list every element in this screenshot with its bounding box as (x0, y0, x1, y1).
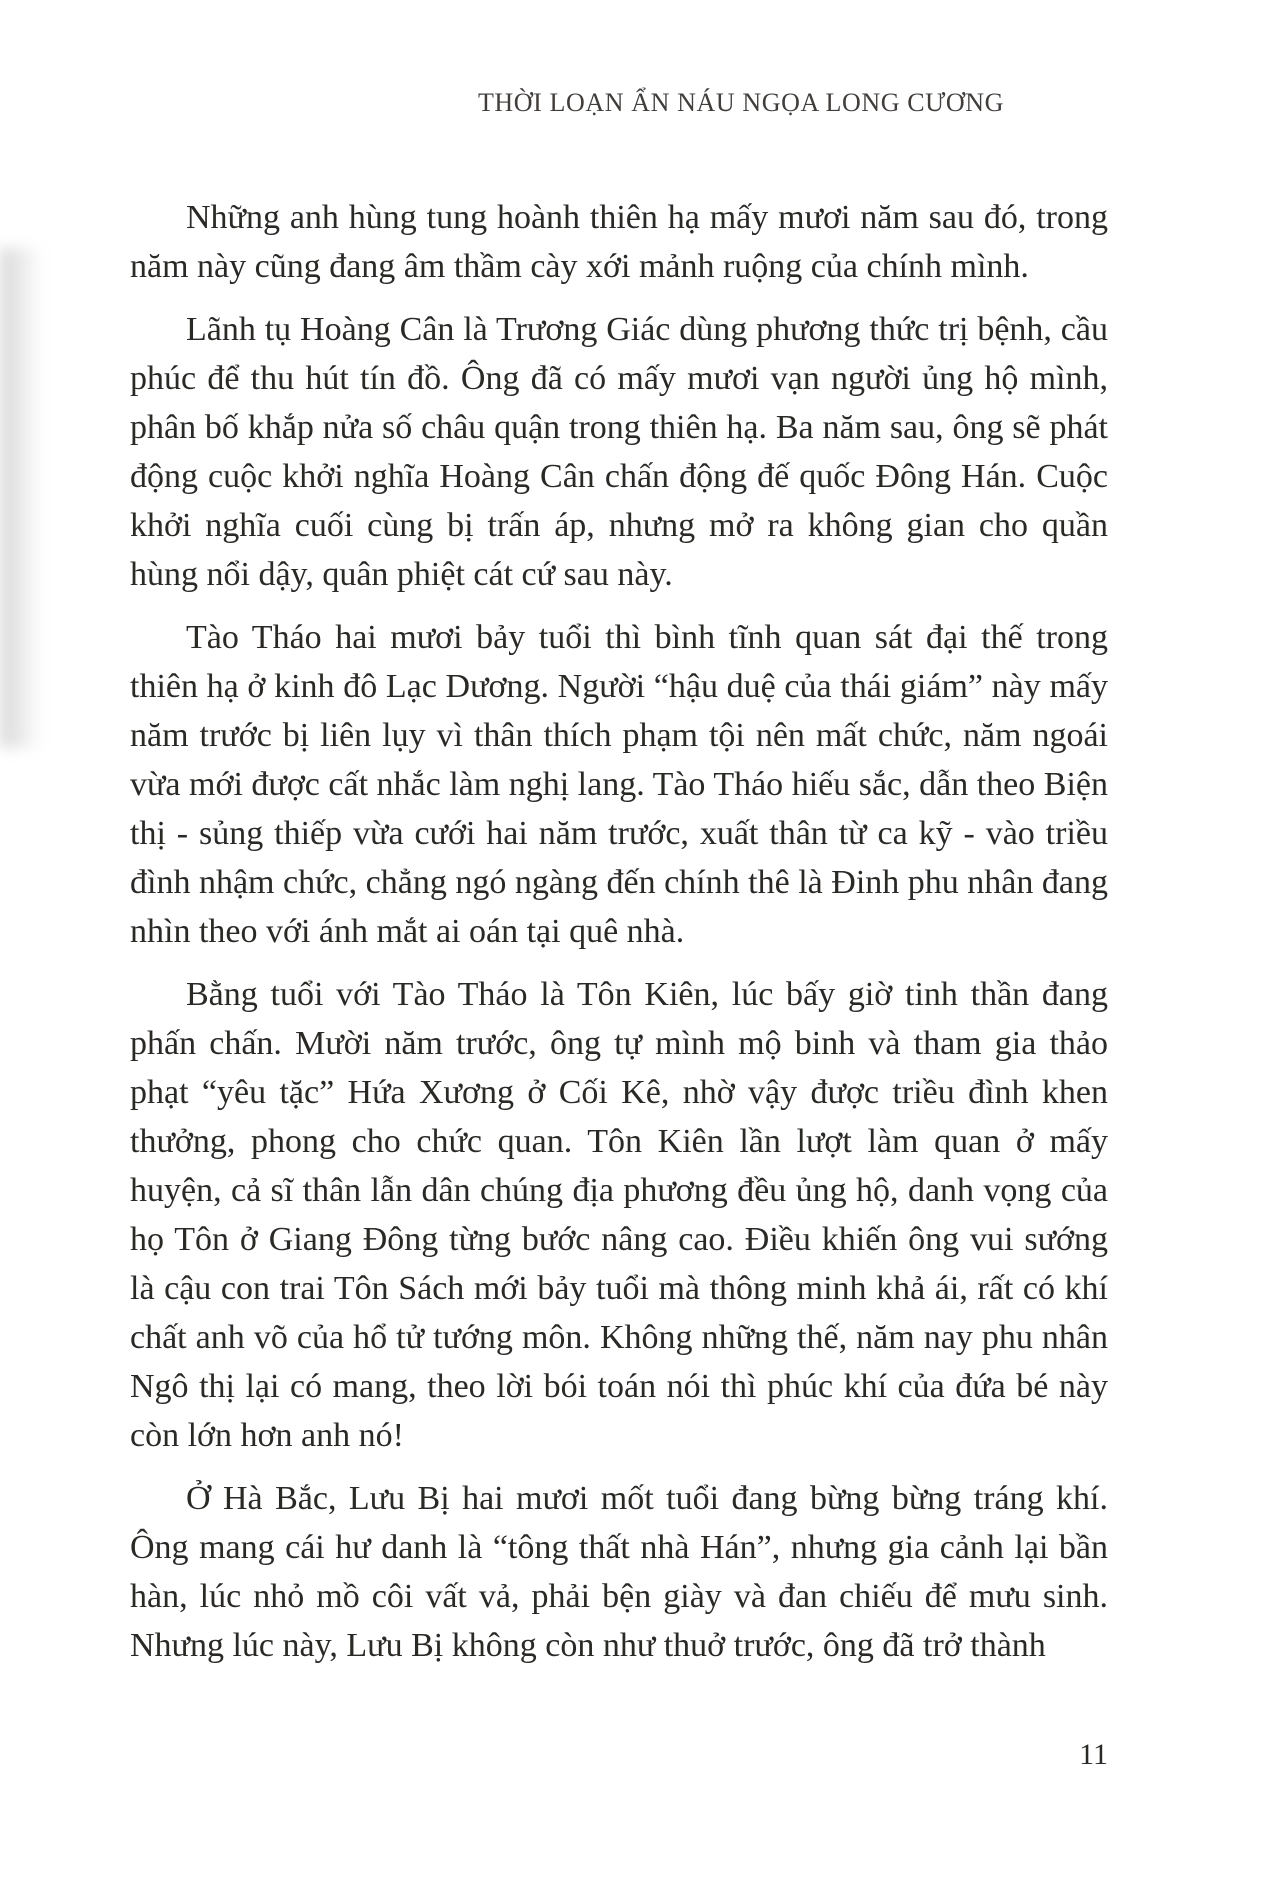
paragraph: Ở Hà Bắc, Lưu Bị hai mươi mốt tuổi đang bừng bừng tráng khí. Ông mang cái hư danh là “tông thất nhà Hán”, nhưng gia cảnh lại bần hàn, lúc nhỏ mồ côi vất vả, phải bện giày và đan chiếu để mưu sinh. Nhưng lúc này, Lưu Bị không còn như thuở trước, ông đã trở thành (130, 1480, 1108, 1664)
page-body-text (130, 193, 1108, 1684)
paragraph: Lãnh tụ Hoàng Cân là Trương Giác dùng phương thức trị bệnh, cầu phúc để thu hút tín đồ. Ông đã có mấy mươi vạn người ủng hộ mình, phân bố khắp nửa số châu quận trong thiên hạ. Ba năm sau, ông sẽ phát động cuộc khởi nghĩa Hoàng Cân chấn động đế quốc Đông Hán. Cuộc khởi nghĩa cuối cùng bị trấn áp, nhưng mở ra không gian cho quần hùng nổi dậy, quân phiệt cát cứ sau này. (130, 311, 1108, 593)
running-header: THỜI LOẠN ẨN NÁU NGỌA LONG CƯƠNG (477, 88, 1005, 117)
paragraph: Những anh hùng tung hoành thiên hạ mấy mươi năm sau đó, trong năm này cũng đang âm thầm cày xới mảnh ruộng của chính mình. (130, 199, 1108, 285)
paragraph: Bằng tuổi với Tào Tháo là Tôn Kiên, lúc bấy giờ tinh thần đang phấn chấn. Mười năm trước, ông tự mình mộ binh và tham gia thảo phạt “yêu tặc” Hứa Xương ở Cối Kê, nhờ vậy được triều đình khen thưởng, phong cho chức quan. Tôn Kiên lần lượt làm quan ở mấy huyện, cả sĩ thân lẫn dân chúng địa phương đều ủng hộ, danh vọng của họ Tôn ở Giang Đông từng bước nâng cao. Điều khiến ông vui sướng là cậu con trai Tôn Sách mới bảy tuổi mà thông minh khả ái, rất có khí chất anh võ của hổ tử tướng môn. Không những thế, năm nay phu nhân Ngô thị lại có mang, theo lời bói toán nói thì phúc khí của đứa bé này còn lớn hơn anh nó! (130, 976, 1108, 1454)
page-gutter-shadow (0, 248, 42, 748)
page-number: 11 (1079, 1738, 1108, 1771)
paragraph: Tào Tháo hai mươi bảy tuổi thì bình tĩnh quan sát đại thế trong thiên hạ ở kinh đô Lạc Dương. Người “hậu duệ của thái giám” này mấy năm trước bị liên lụy vì thân thích phạm tội nên mất chức, năm ngoái vừa mới được cất nhắc làm nghị lang. Tào Tháo hiếu sắc, dẫn theo Biện thị - sủng thiếp vừa cưới hai năm trước, xuất thân từ ca kỹ - vào triều đình nhậm chức, chẳng ngó ngàng đến chính thê là Đinh phu nhân đang nhìn theo với ánh mắt ai oán tại quê nhà. (130, 619, 1108, 950)
